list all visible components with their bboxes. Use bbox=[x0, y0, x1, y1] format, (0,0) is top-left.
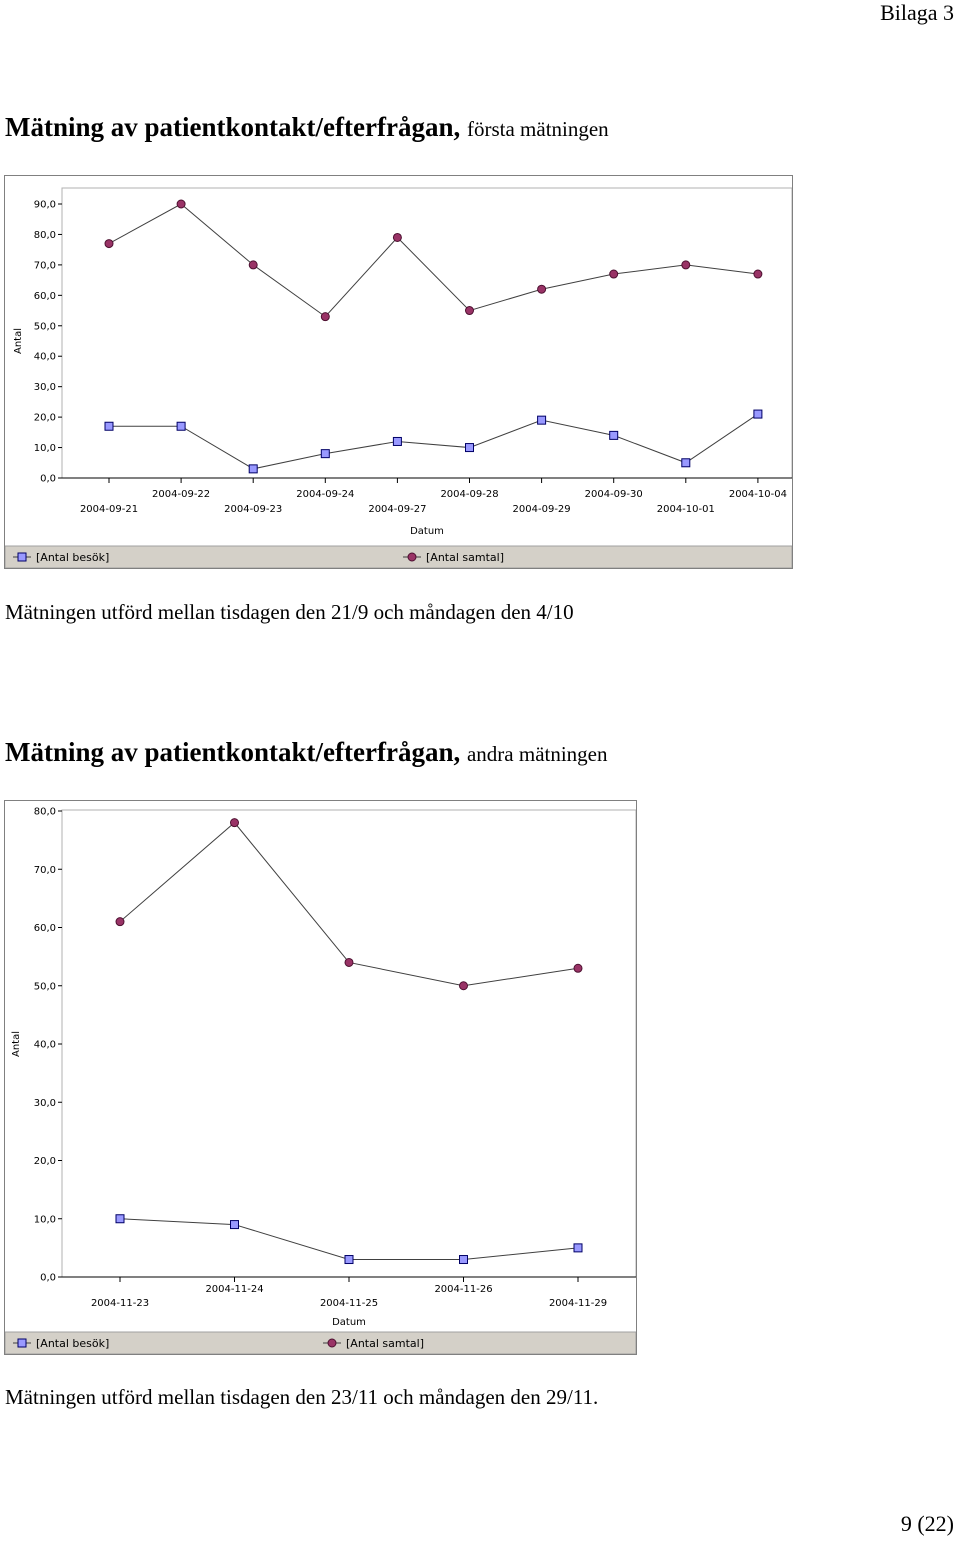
y-tick-label: 30,0 bbox=[33, 382, 56, 394]
x-tick-label: 2004-09-21 bbox=[79, 504, 139, 515]
data-point-square bbox=[460, 1256, 468, 1264]
plot-area bbox=[62, 188, 792, 478]
y-tick-label: 70,0 bbox=[33, 864, 56, 876]
chart2-caption: Mätningen utförd mellan tisdagen den 23/11 och måndagen den 29/11. bbox=[5, 1385, 599, 1409]
data-point-square bbox=[538, 416, 546, 424]
data-point-circle bbox=[231, 819, 239, 827]
chart1-heading-bold: Mätning av patientkontakt/efterfrågan, bbox=[5, 112, 461, 142]
chart2 bbox=[5, 801, 636, 1354]
x-tick-label: 2004-09-22 bbox=[152, 489, 211, 500]
x-tick-label: 2004-11-23 bbox=[90, 1298, 150, 1309]
data-point-square bbox=[393, 437, 401, 445]
appendix-label: Bilaga 3 bbox=[880, 0, 954, 25]
page-number: 9 (22) bbox=[900, 1511, 954, 1536]
chart2-heading-rest: andra mätningen bbox=[466, 742, 608, 766]
y-tick-label: 60,0 bbox=[33, 290, 56, 302]
data-point-circle bbox=[393, 233, 401, 241]
legend-label: [Antal samtal] bbox=[426, 551, 504, 564]
data-point-circle bbox=[321, 313, 329, 321]
y-tick-label: 30,0 bbox=[33, 1097, 56, 1109]
legend-label: [Antal besök] bbox=[36, 551, 110, 564]
data-point-square bbox=[682, 459, 690, 467]
x-tick-label: 2004-10-04 bbox=[728, 489, 787, 500]
x-tick-label: 2004-11-24 bbox=[205, 1284, 264, 1295]
legend-label: [Antal besök] bbox=[36, 1337, 110, 1350]
y-tick-label: 60,0 bbox=[33, 923, 56, 934]
x-tick-label: 2004-09-24 bbox=[296, 489, 355, 500]
legend-label: [Antal samtal] bbox=[346, 1337, 424, 1350]
y-tick-label: 50,0 bbox=[33, 981, 56, 993]
x-axis-label: Datum bbox=[332, 1317, 366, 1328]
data-point-square bbox=[231, 1221, 239, 1229]
legend-bar bbox=[5, 546, 792, 568]
y-tick-label: 20,0 bbox=[33, 1156, 56, 1167]
data-point-square bbox=[116, 1215, 124, 1223]
data-point-circle bbox=[538, 285, 546, 293]
chart1-heading bbox=[5, 112, 609, 143]
data-point-circle bbox=[249, 261, 257, 269]
y-tick-label: 0,0 bbox=[40, 1272, 56, 1284]
data-point-square bbox=[321, 450, 329, 458]
legend-marker-circle bbox=[408, 553, 416, 561]
y-tick-label: 10,0 bbox=[33, 443, 56, 455]
x-tick-label: 2004-09-29 bbox=[512, 504, 571, 515]
data-point-square bbox=[754, 410, 762, 418]
y-tick-label: 40,0 bbox=[33, 1039, 56, 1051]
y-tick-label: 50,0 bbox=[33, 321, 56, 333]
legend-marker-circle bbox=[328, 1339, 336, 1347]
y-tick-label: 10,0 bbox=[33, 1214, 56, 1226]
data-point-circle bbox=[116, 918, 124, 926]
x-tick-label: 2004-09-30 bbox=[584, 489, 643, 500]
data-point-circle bbox=[574, 964, 582, 972]
chart1-caption: Mätningen utförd mellan tisdagen den 21/9 och måndagen den 4/10 bbox=[5, 600, 574, 624]
x-tick-label: 2004-09-27 bbox=[368, 504, 427, 515]
x-tick-label: 2004-09-28 bbox=[440, 489, 499, 500]
x-axis-label: Datum bbox=[410, 526, 444, 537]
data-point-circle bbox=[682, 261, 690, 269]
data-point-circle bbox=[105, 240, 113, 248]
x-tick-label: 2004-09-23 bbox=[224, 504, 283, 515]
y-axis-label: Antal bbox=[11, 1030, 22, 1058]
y-axis-label: Antal bbox=[13, 327, 24, 355]
x-tick-label: 2004-11-29 bbox=[548, 1298, 608, 1309]
plot-area bbox=[62, 810, 636, 1277]
y-tick-label: 80,0 bbox=[33, 229, 56, 241]
data-point-square bbox=[249, 465, 257, 473]
chart1 bbox=[5, 176, 792, 568]
data-point-square bbox=[610, 431, 618, 439]
y-tick-label: 80,0 bbox=[33, 806, 56, 818]
data-point-square bbox=[105, 422, 113, 430]
x-tick-label: 2004-10-01 bbox=[656, 504, 715, 515]
data-point-circle bbox=[177, 200, 185, 208]
y-tick-label: 20,0 bbox=[33, 412, 56, 424]
x-tick-label: 2004-11-26 bbox=[434, 1284, 493, 1295]
y-tick-label: 40,0 bbox=[33, 351, 56, 363]
data-point-circle bbox=[610, 270, 618, 278]
legend-marker-square bbox=[18, 1339, 26, 1347]
data-point-square bbox=[466, 444, 474, 452]
data-point-circle bbox=[754, 270, 762, 278]
data-point-square bbox=[177, 422, 185, 430]
data-point-circle bbox=[345, 958, 353, 966]
data-point-circle bbox=[460, 982, 468, 990]
x-tick-label: 2004-11-25 bbox=[319, 1298, 379, 1309]
chart2-container bbox=[4, 800, 637, 1355]
data-point-square bbox=[574, 1244, 582, 1252]
chart1-heading-rest: första mätningen bbox=[466, 117, 609, 141]
chart1-container bbox=[4, 175, 793, 569]
y-tick-label: 90,0 bbox=[33, 199, 56, 211]
data-point-circle bbox=[466, 307, 474, 315]
chart2-heading bbox=[5, 737, 608, 768]
legend-marker-square bbox=[18, 553, 26, 561]
y-tick-label: 0,0 bbox=[40, 473, 56, 485]
chart2-heading-bold: Mätning av patientkontakt/efterfrågan, bbox=[5, 737, 461, 767]
y-tick-label: 70,0 bbox=[33, 260, 56, 272]
data-point-square bbox=[345, 1256, 353, 1264]
